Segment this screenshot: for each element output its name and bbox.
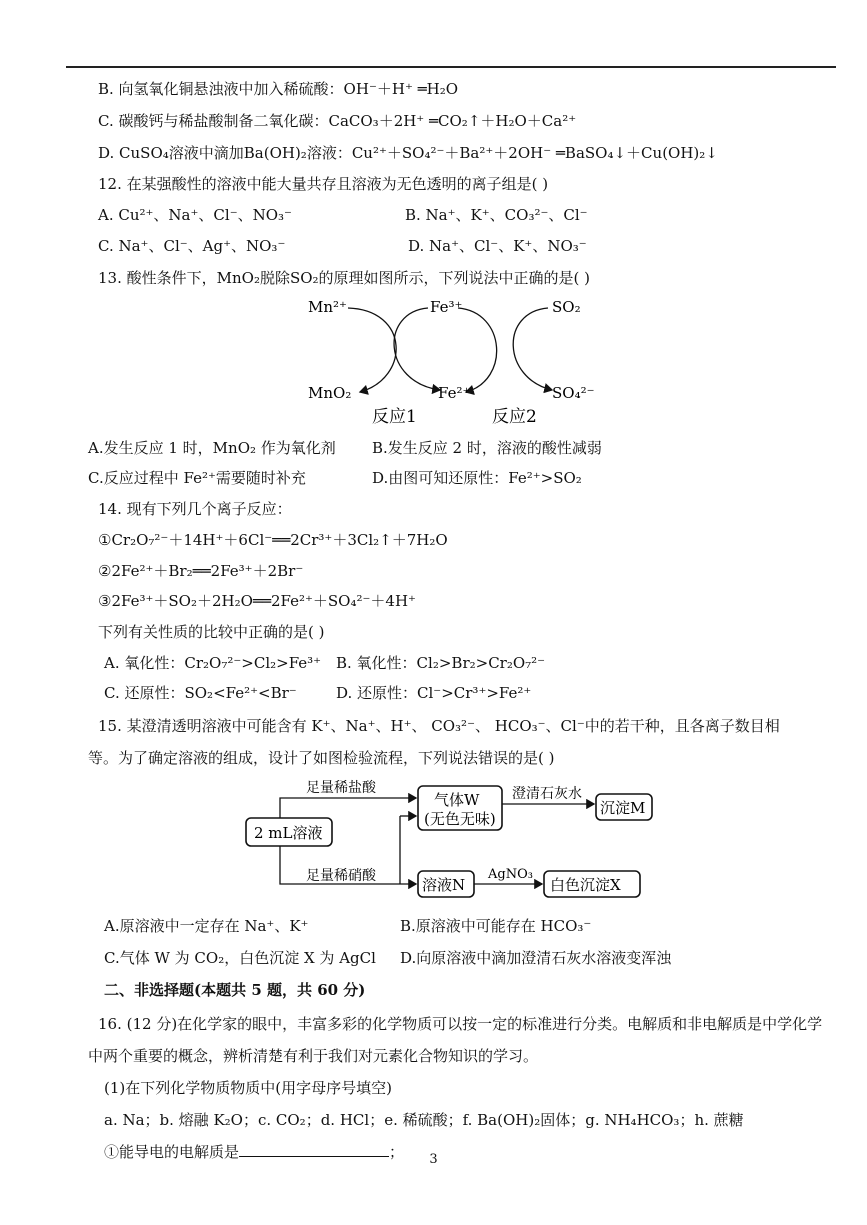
text-start-solution: 2 mL溶液 xyxy=(254,824,323,842)
q15-stem-line-2: 等。为了确定溶液的组成，设计了如图检验流程，下列说法错误的是( ) xyxy=(88,749,555,767)
q12-stem: 12. 在某强酸性的溶液中能大量共存且溶液为无色透明的离子组是( ) xyxy=(98,175,549,193)
q15-option-b: B.原溶液中可能存在 HCO₃⁻ xyxy=(400,917,592,935)
label-mno2: MnO₂ xyxy=(308,384,352,402)
q13-option-d: D.由图可知还原性：Fe²⁺>SO₂ xyxy=(372,469,582,487)
q11-option-b: B. 向氢氧化铜悬浊液中加入稀硫酸：OH⁻＋H⁺ ═H₂O xyxy=(98,80,459,98)
q16-question-1-text: ①能导电的电解质是 xyxy=(104,1143,240,1161)
text-precipitate-m: 沉淀M xyxy=(600,799,646,817)
q11-option-d: D. CuSO₄溶液中滴加Ba(OH)₂溶液：Cu²⁺＋SO₄²⁻＋Ba²⁺＋2OH⁻ ═BaSO₄↓＋Cu(OH)₂↓ xyxy=(98,144,718,162)
cycle-arc-1 xyxy=(348,308,396,392)
text-gas-w: 气体W xyxy=(434,791,480,809)
q16-stem-line-1: 16. (12 分)在化学家的眼中，丰富多彩的化学物质可以按一定的标准进行分类。电解质和非电解质是中学化学 xyxy=(98,1015,823,1033)
q14-reaction-1: ①Cr₂O₇²⁻＋14H⁺＋6Cl⁻══2Cr³⁺＋3Cl₂↑＋7H₂O xyxy=(98,531,448,549)
q15-flow-diagram xyxy=(240,776,660,906)
label-fe3plus: Fe³⁺ xyxy=(430,298,463,316)
header-rule xyxy=(66,66,836,68)
cycle-arc-4 xyxy=(513,308,552,390)
q13-option-b: B.发生反应 2 时，溶液的酸性减弱 xyxy=(372,439,602,457)
page-number: 3 xyxy=(429,1152,438,1167)
label-so4: SO₄²⁻ xyxy=(552,384,595,402)
q15-option-a: A.原溶液中一定存在 Na⁺、K⁺ xyxy=(104,917,309,935)
section-heading: 二、非选择题(本题共 5 题，共 60 分) xyxy=(104,981,366,999)
q14-option-d: D. 还原性：Cl⁻>Cr³⁺>Fe²⁺ xyxy=(336,684,532,702)
text-colorless-odorless: (无色无味) xyxy=(424,810,496,828)
q12-option-c: C. Na⁺、Cl⁻、Ag⁺、NO₃⁻ xyxy=(98,237,286,255)
text-white-precipitate-x: 白色沉淀X xyxy=(550,876,621,894)
q12-option-d: D. Na⁺、Cl⁻、K⁺、NO₃⁻ xyxy=(408,237,587,255)
q14-reaction-2: ②2Fe²⁺＋Br₂══2Fe³⁺＋2Br⁻ xyxy=(98,562,304,580)
cycle-arc-3 xyxy=(458,308,497,392)
label-reaction-2: 反应2 xyxy=(492,407,537,427)
label-reaction-1: 反应1 xyxy=(372,407,417,427)
q16-stem-line-2: 中两个重要的概念，辨析清楚有利于我们对元素化合物知识的学习。 xyxy=(88,1047,539,1065)
q14-option-c: C. 还原性：SO₂<Fe²⁺<Br⁻ xyxy=(104,684,297,702)
q12-option-a: A. Cu²⁺、Na⁺、Cl⁻、NO₃⁻ xyxy=(98,206,292,224)
q14-sub-stem: 下列有关性质的比较中正确的是( ) xyxy=(98,623,325,641)
q11-option-c: C. 碳酸钙与稀盐酸制备二氧化碳：CaCO₃＋2H⁺ ═CO₂↑＋H₂O＋Ca²⁺ xyxy=(98,112,577,130)
q16-substance-list: a. Na；b. 熔融 K₂O；c. CO₂；d. HCl；e. 稀硫酸；f. Ba(OH)₂固体；g. NH₄HCO₃；h. 蔗糖 xyxy=(104,1111,744,1129)
q13-stem: 13. 酸性条件下，MnO₂脱除SO₂的原理如图所示，下列说法中正确的是( ) xyxy=(98,269,591,287)
q15-stem-line-1: 15. 某澄清透明溶液中可能含有 K⁺、Na⁺、H⁺、 CO₃²⁻、 HCO₃⁻、Cl⁻中的若干种，且各离子数目相 xyxy=(98,717,780,735)
text-solution-n: 溶液N xyxy=(422,876,466,894)
q12-option-b: B. Na⁺、K⁺、CO₃²⁻、Cl⁻ xyxy=(405,206,588,224)
q13-option-a: A.发生反应 1 时，MnO₂ 作为氧化剂 xyxy=(88,439,336,457)
q14-stem: 14. 现有下列几个离子反应： xyxy=(98,500,292,518)
q13-cycle-diagram xyxy=(290,290,620,430)
label-so2: SO₂ xyxy=(552,298,581,316)
q16-part-1: (1)在下列化学物质物质中(用字母序号填空) xyxy=(104,1079,392,1097)
text-lime-water: 澄清石灰水 xyxy=(512,786,582,802)
text-hcl: 足量稀盐酸 xyxy=(306,780,376,796)
text-agno3: AgNO₃ xyxy=(488,867,533,882)
q14-option-a: A. 氧化性：Cr₂O₇²⁻>Cl₂>Fe³⁺ xyxy=(104,654,322,672)
q14-reaction-3: ③2Fe³⁺＋SO₂＋2H₂O══2Fe²⁺＋SO₄²⁻＋4H⁺ xyxy=(98,592,416,610)
q14-option-b: B. 氧化性：Cl₂>Br₂>Cr₂O₇²⁻ xyxy=(336,654,546,672)
cycle-arc-2 xyxy=(394,308,440,390)
label-mn2plus: Mn²⁺ xyxy=(308,298,347,316)
q16-question-1-end: ； xyxy=(389,1143,405,1161)
q15-option-d: D.向原溶液中滴加澄清石灰水溶液变浑浊 xyxy=(400,949,672,967)
q15-option-c: C.气体 W 为 CO₂，白色沉淀 X 为 AgCl xyxy=(104,949,376,967)
q13-option-c: C.反应过程中 Fe²⁺需要随时补充 xyxy=(88,469,306,487)
arrow-hcl xyxy=(280,798,416,818)
text-hno3: 足量稀硝酸 xyxy=(306,868,376,884)
label-fe2plus: Fe²⁺ xyxy=(438,384,471,402)
